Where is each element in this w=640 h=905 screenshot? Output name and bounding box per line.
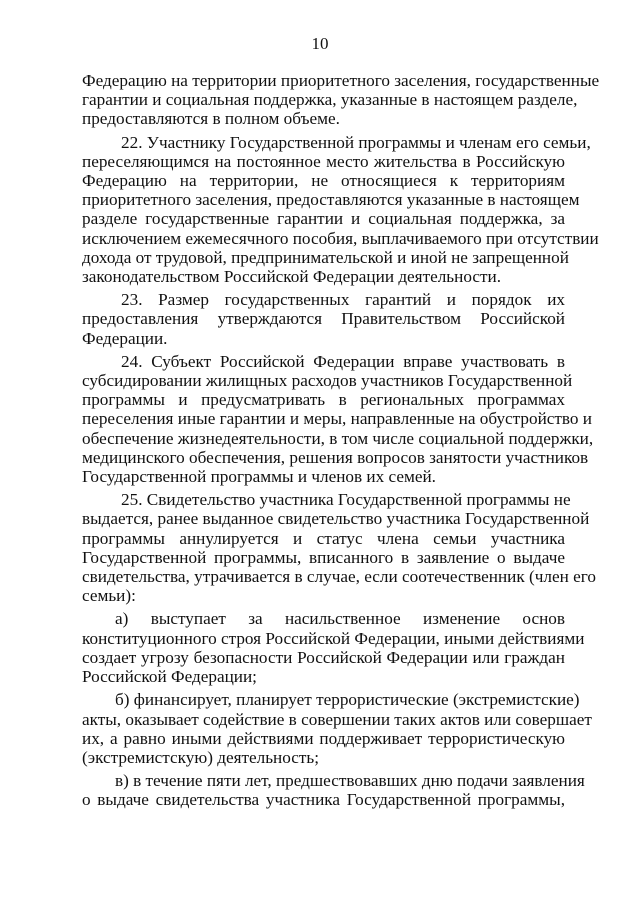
text-line: программы аннулируется и статус члена семьи участника xyxy=(82,528,565,548)
text-line: предоставляются в полном объеме. xyxy=(82,109,340,129)
text-line: разделе государственные гарантии и социальная поддержка, за xyxy=(82,209,565,229)
text-line: а) выступает за насильственное изменение основ xyxy=(115,609,565,629)
text-line: обеспечение жизнедеятельности, в том числе социальной поддержки, xyxy=(82,428,594,448)
text-line: исключением ежемесячного пособия, выплачиваемого при отсутствии xyxy=(82,228,599,248)
text-line: Федерацию на территории, не относящиеся к территориям xyxy=(82,171,565,191)
text-line: программы и предусматривать в региональных программах xyxy=(82,390,565,410)
text-line: предоставления утверждаются Правительством Российской xyxy=(82,309,565,329)
paragraph-item-25 xyxy=(82,490,596,606)
text-line: 25. Свидетельство участника Государственной программы не xyxy=(121,490,571,510)
paragraph-item-23 xyxy=(82,290,565,348)
paragraph-item-22 xyxy=(82,132,599,287)
text-line: о выдаче свидетельства участника Государственной программы, xyxy=(82,790,565,810)
text-line: семьи): xyxy=(82,586,136,606)
text-line: конституционного строя Российской Федерации, иными действиями xyxy=(82,628,585,648)
text-line: Государственной программы, вписанного в заявление о выдаче xyxy=(82,547,565,567)
paragraph-item-25-v xyxy=(82,771,585,810)
text-line: гарантии и социальная поддержка, указанные в настоящем разделе, xyxy=(82,90,578,110)
paragraph-item-25-a xyxy=(82,609,585,687)
text-line: 23. Размер государственных гарантий и порядок их xyxy=(121,290,565,310)
text-line: медицинского обеспечения, решения вопросов занятости участников xyxy=(82,447,589,467)
paragraph-item-25-b xyxy=(82,690,592,767)
text-line: (экстремистскую) деятельность; xyxy=(82,747,320,767)
text-line: в) в течение пяти лет, предшествовавших дню подачи заявления xyxy=(115,771,585,791)
paragraph-item-24 xyxy=(82,351,594,487)
text-line: акты, оказывает содействие в совершении таких актов или совершает xyxy=(82,709,592,729)
text-line: свидетельства, утрачивается в случае, если соотечественник (член его xyxy=(82,567,596,587)
text-line: законодательством Российской Федерации деятельности. xyxy=(82,267,502,287)
text-line: Российской Федерации; xyxy=(82,667,257,687)
text-line: дохода от трудовой, предпринимательской и иной не запрещенной xyxy=(82,247,569,267)
text-line: 22. Участнику Государственной программы и членам его семьи, xyxy=(121,132,591,152)
text-line: их, а равно иными действиями поддерживает террористическую xyxy=(82,728,565,748)
text-line: Федерации. xyxy=(82,328,168,348)
text-line: Государственной программы и членов их семей. xyxy=(82,467,436,487)
text-line: выдается, ранее выданное свидетельство участника Государственной xyxy=(82,509,590,529)
text-line: 24. Субъект Российской Федерации вправе участвовать в xyxy=(121,351,565,371)
text-line: субсидировании жилищных расходов участников Государственной xyxy=(82,371,573,391)
document-body xyxy=(82,71,600,814)
text-line: переселения иные гарантии и меры, направленные на обустройство и xyxy=(82,409,593,429)
text-line: Федерацию на территории приоритетного заселения, государственные xyxy=(82,71,600,90)
paragraph-continuation xyxy=(82,71,600,129)
text-line: переселяющимся на постоянное место жительства в Российскую xyxy=(82,151,565,171)
text-line: создает угрозу безопасности Российской Федерации или граждан xyxy=(82,647,565,667)
text-line: б) финансирует, планирует террористические (экстремистские) xyxy=(115,690,580,710)
text-line: приоритетного заселения, предоставляются указанные в настоящем xyxy=(82,190,580,210)
page-number: 10 xyxy=(311,34,329,53)
